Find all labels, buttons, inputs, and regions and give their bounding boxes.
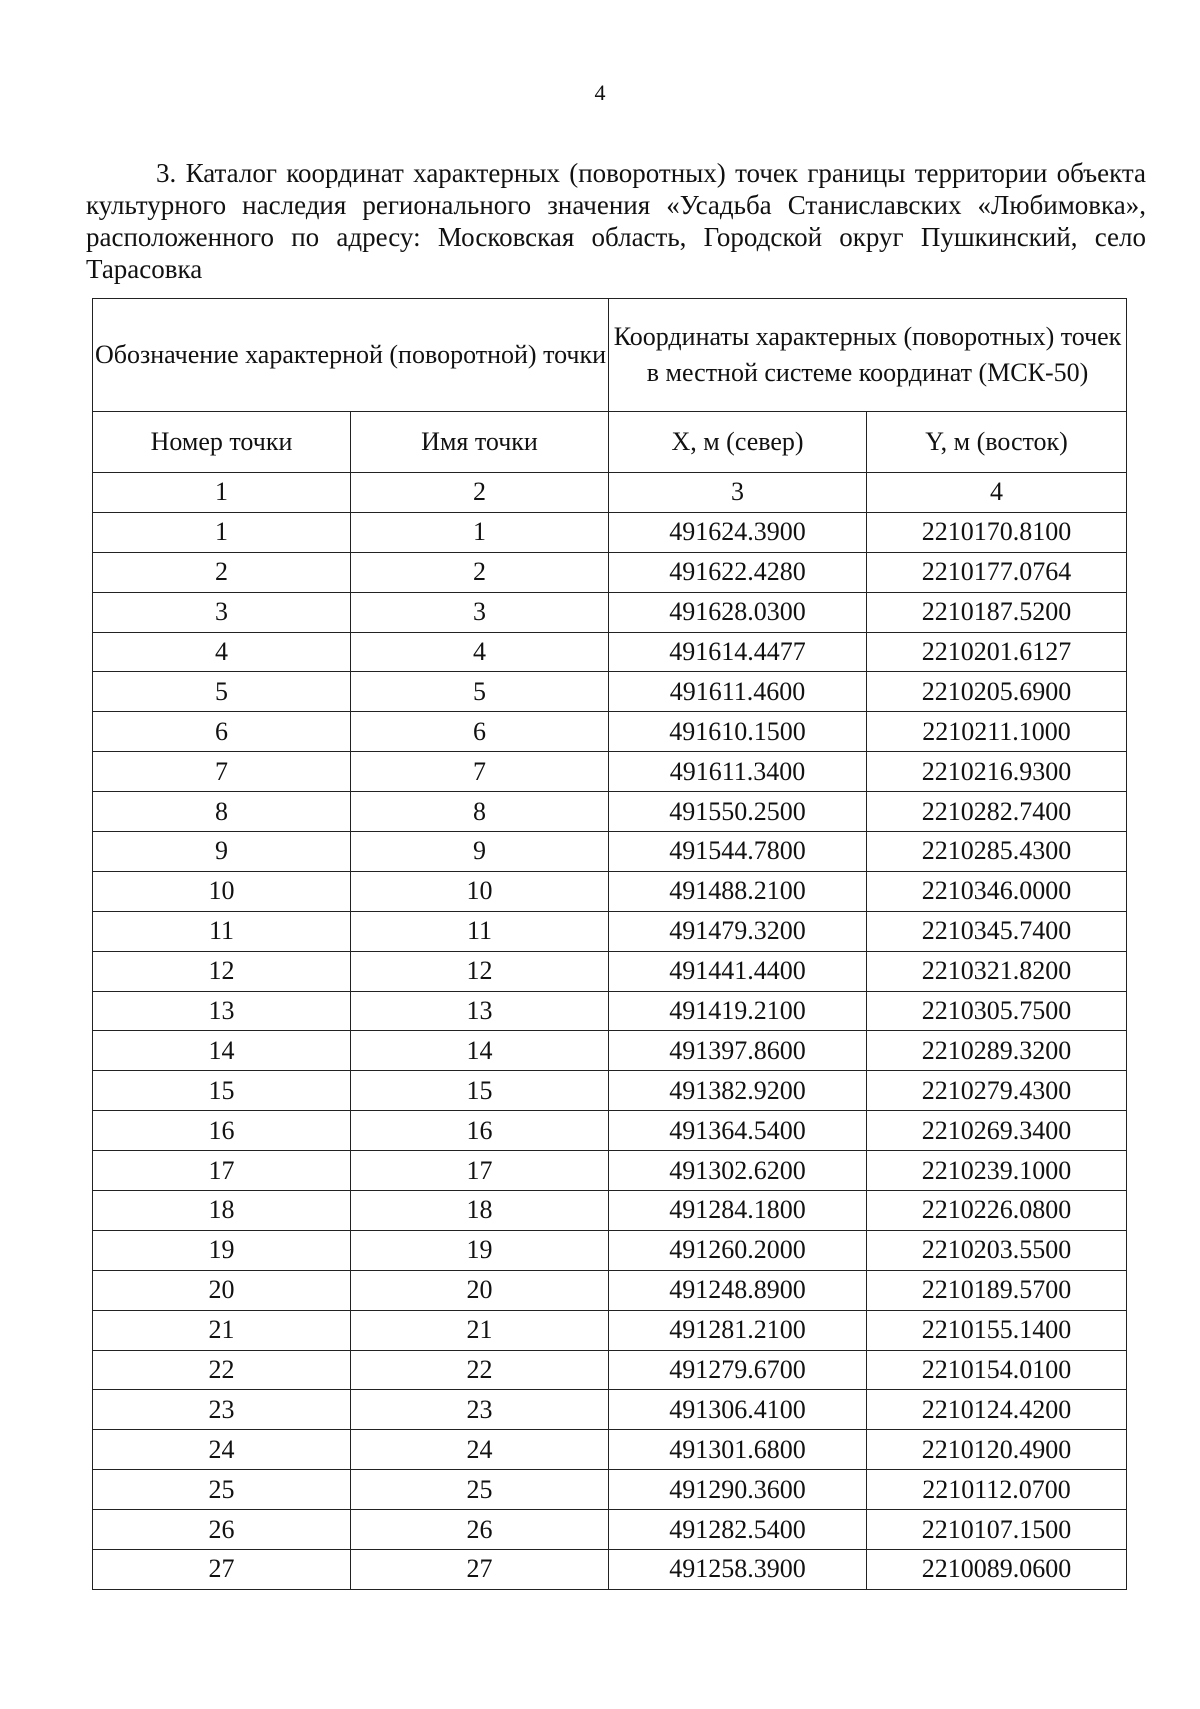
y-coordinate-cell: 2210226.0800 (867, 1191, 1127, 1231)
x-coordinate-cell: 491281.2100 (609, 1310, 867, 1350)
y-coordinate-cell: 2210285.4300 (867, 832, 1127, 872)
y-coordinate-cell: 2210289.3200 (867, 1031, 1127, 1071)
point-name-cell: 17 (351, 1151, 609, 1191)
point-number-cell: 27 (93, 1550, 351, 1590)
y-coordinate-cell: 2210089.0600 (867, 1550, 1127, 1590)
table-row (93, 1390, 1127, 1430)
table-header-row (93, 299, 1127, 412)
point-name-cell: 6 (351, 712, 609, 752)
table-row (93, 1151, 1127, 1191)
x-coordinate-cell: 491628.0300 (609, 592, 867, 632)
table-row (93, 552, 1127, 592)
point-name-cell: 18 (351, 1191, 609, 1231)
column-index: 2 (351, 473, 609, 513)
y-coordinate-cell: 2210112.0700 (867, 1470, 1127, 1510)
point-number-cell: 4 (93, 632, 351, 672)
x-coordinate-cell: 491282.5400 (609, 1510, 867, 1550)
point-number-cell: 21 (93, 1310, 351, 1350)
point-number-cell: 14 (93, 1031, 351, 1071)
y-coordinate-cell: 2210177.0764 (867, 552, 1127, 592)
point-name-cell: 20 (351, 1270, 609, 1310)
point-name-cell: 26 (351, 1510, 609, 1550)
point-number-cell: 5 (93, 672, 351, 712)
x-coordinate-cell: 491614.4477 (609, 632, 867, 672)
table-row (93, 1510, 1127, 1550)
point-number-cell: 26 (93, 1510, 351, 1550)
table-row (93, 792, 1127, 832)
header-point-designation: Обозначение характерной (поворотной) точки (93, 299, 609, 412)
point-number-cell: 20 (93, 1270, 351, 1310)
point-number-cell: 7 (93, 752, 351, 792)
point-number-cell: 16 (93, 1111, 351, 1151)
table-row (93, 911, 1127, 951)
x-coordinate-cell: 491306.4100 (609, 1390, 867, 1430)
y-coordinate-cell: 2210282.7400 (867, 792, 1127, 832)
point-name-cell: 4 (351, 632, 609, 672)
column-index: 4 (867, 473, 1127, 513)
table-row (93, 1071, 1127, 1111)
y-coordinate-cell: 2210216.9300 (867, 752, 1127, 792)
catalog-description: 3. Каталог координат характерных (поворотных) точек границы территории объекта культурного наследия регионального значения «Усадьба Станиславских «Любимовка», расположенного по адресу: Московская область, Городской округ Пушкинский, село Тарасовка (86, 158, 1146, 284)
x-coordinate-cell: 491550.2500 (609, 792, 867, 832)
coordinates-table (92, 298, 1127, 1590)
y-coordinate-cell: 2210154.0100 (867, 1350, 1127, 1390)
table-row (93, 1350, 1127, 1390)
table-row (93, 752, 1127, 792)
table-row (93, 951, 1127, 991)
point-name-cell: 24 (351, 1430, 609, 1470)
y-coordinate-cell: 2210346.0000 (867, 871, 1127, 911)
point-name-cell: 21 (351, 1310, 609, 1350)
point-name-cell: 10 (351, 871, 609, 911)
point-name-cell: 14 (351, 1031, 609, 1071)
x-coordinate-cell: 491290.3600 (609, 1470, 867, 1510)
table-row (93, 832, 1127, 872)
point-name-cell: 7 (351, 752, 609, 792)
page-number: 4 (594, 80, 606, 105)
table-row (93, 1270, 1127, 1310)
point-name-cell: 13 (351, 991, 609, 1031)
point-number-cell: 3 (93, 592, 351, 632)
point-number-cell: 24 (93, 1430, 351, 1470)
y-coordinate-cell: 2210187.5200 (867, 592, 1127, 632)
point-number-cell: 9 (93, 832, 351, 872)
x-coordinate-cell: 491301.6800 (609, 1430, 867, 1470)
point-name-cell: 15 (351, 1071, 609, 1111)
point-name-cell: 2 (351, 552, 609, 592)
table-row (93, 672, 1127, 712)
y-coordinate-cell: 2210345.7400 (867, 911, 1127, 951)
point-name-cell: 22 (351, 1350, 609, 1390)
point-number-cell: 11 (93, 911, 351, 951)
point-number-cell: 18 (93, 1191, 351, 1231)
table-row (93, 1310, 1127, 1350)
y-coordinate-cell: 2210124.4200 (867, 1390, 1127, 1430)
x-coordinate-cell: 491397.8600 (609, 1031, 867, 1071)
point-name-cell: 16 (351, 1111, 609, 1151)
point-number-cell: 22 (93, 1350, 351, 1390)
table-row (93, 712, 1127, 752)
table-subheader-row (93, 412, 1127, 473)
table-row (93, 871, 1127, 911)
x-coordinate-cell: 491364.5400 (609, 1111, 867, 1151)
column-header-y: Y, м (восток) (867, 412, 1127, 473)
header-point-coordinates: Координаты характерных (поворотных) точек в местной системе координат (МСК-50) (609, 299, 1127, 412)
x-coordinate-cell: 491544.7800 (609, 832, 867, 872)
x-coordinate-cell: 491441.4400 (609, 951, 867, 991)
table-row (93, 1550, 1127, 1590)
point-name-cell: 1 (351, 512, 609, 552)
x-coordinate-cell: 491488.2100 (609, 871, 867, 911)
point-name-cell: 23 (351, 1390, 609, 1430)
x-coordinate-cell: 491284.1800 (609, 1191, 867, 1231)
column-header-x: X, м (север) (609, 412, 867, 473)
point-number-cell: 17 (93, 1151, 351, 1191)
table-body (93, 473, 1127, 1590)
point-number-cell: 12 (93, 951, 351, 991)
table-row (93, 1111, 1127, 1151)
table-row (93, 1230, 1127, 1270)
point-name-cell: 19 (351, 1230, 609, 1270)
point-number-cell: 19 (93, 1230, 351, 1270)
table-row (93, 1430, 1127, 1470)
y-coordinate-cell: 2210321.8200 (867, 951, 1127, 991)
y-coordinate-cell: 2210120.4900 (867, 1430, 1127, 1470)
table-row (93, 1191, 1127, 1231)
y-coordinate-cell: 2210279.4300 (867, 1071, 1127, 1111)
x-coordinate-cell: 491622.4280 (609, 552, 867, 592)
x-coordinate-cell: 491624.3900 (609, 512, 867, 552)
point-number-cell: 1 (93, 512, 351, 552)
y-coordinate-cell: 2210170.8100 (867, 512, 1127, 552)
x-coordinate-cell: 491258.3900 (609, 1550, 867, 1590)
point-number-cell: 10 (93, 871, 351, 911)
point-name-cell: 25 (351, 1470, 609, 1510)
table-row (93, 632, 1127, 672)
column-index: 3 (609, 473, 867, 513)
y-coordinate-cell: 2210211.1000 (867, 712, 1127, 752)
y-coordinate-cell: 2210189.5700 (867, 1270, 1127, 1310)
y-coordinate-cell: 2210201.6127 (867, 632, 1127, 672)
table-row (93, 1470, 1127, 1510)
table-row (93, 512, 1127, 552)
point-name-cell: 11 (351, 911, 609, 951)
y-coordinate-cell: 2210107.1500 (867, 1510, 1127, 1550)
point-number-cell: 8 (93, 792, 351, 832)
table-row (93, 592, 1127, 632)
y-coordinate-cell: 2210155.1400 (867, 1310, 1127, 1350)
point-number-cell: 15 (93, 1071, 351, 1111)
point-number-cell: 13 (93, 991, 351, 1031)
table-row (93, 991, 1127, 1031)
x-coordinate-cell: 491302.6200 (609, 1151, 867, 1191)
point-number-cell: 23 (93, 1390, 351, 1430)
x-coordinate-cell: 491611.4600 (609, 672, 867, 712)
point-number-cell: 25 (93, 1470, 351, 1510)
table-row (93, 1031, 1127, 1071)
y-coordinate-cell: 2210205.6900 (867, 672, 1127, 712)
y-coordinate-cell: 2210203.5500 (867, 1230, 1127, 1270)
point-number-cell: 6 (93, 712, 351, 752)
point-name-cell: 9 (351, 832, 609, 872)
x-coordinate-cell: 491260.2000 (609, 1230, 867, 1270)
point-name-cell: 27 (351, 1550, 609, 1590)
column-header-point-number: Номер точки (93, 412, 351, 473)
point-name-cell: 5 (351, 672, 609, 712)
x-coordinate-cell: 491279.6700 (609, 1350, 867, 1390)
x-coordinate-cell: 491611.3400 (609, 752, 867, 792)
x-coordinate-cell: 491382.9200 (609, 1071, 867, 1111)
x-coordinate-cell: 491419.2100 (609, 991, 867, 1031)
point-name-cell: 12 (351, 951, 609, 991)
point-number-cell: 2 (93, 552, 351, 592)
x-coordinate-cell: 491610.1500 (609, 712, 867, 752)
point-name-cell: 8 (351, 792, 609, 832)
column-header-point-name: Имя точки (351, 412, 609, 473)
column-index-row (93, 473, 1127, 513)
y-coordinate-cell: 2210239.1000 (867, 1151, 1127, 1191)
x-coordinate-cell: 491248.8900 (609, 1270, 867, 1310)
y-coordinate-cell: 2210269.3400 (867, 1111, 1127, 1151)
y-coordinate-cell: 2210305.7500 (867, 991, 1127, 1031)
point-name-cell: 3 (351, 592, 609, 632)
x-coordinate-cell: 491479.3200 (609, 911, 867, 951)
column-index: 1 (93, 473, 351, 513)
